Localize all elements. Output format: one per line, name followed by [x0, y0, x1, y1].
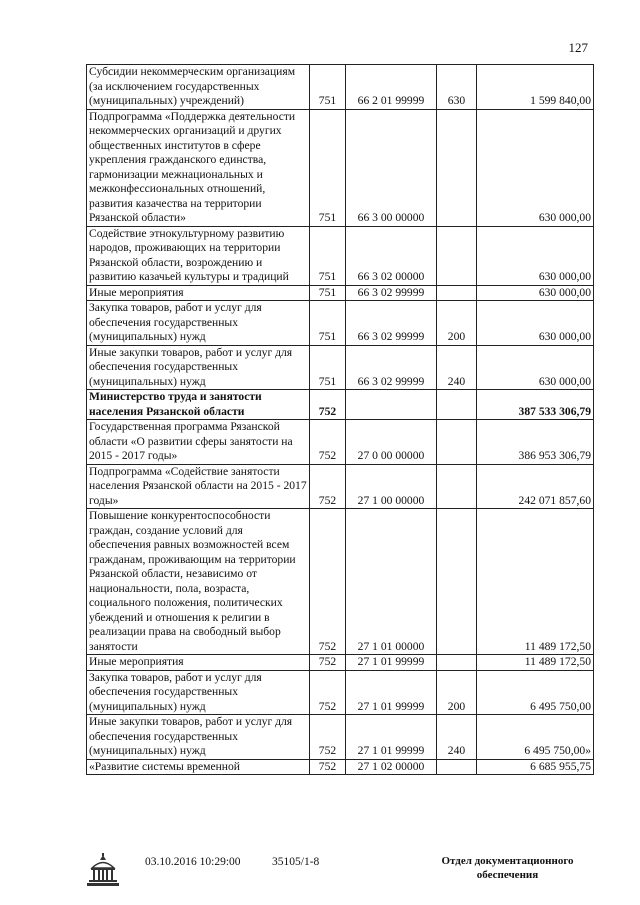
row-vr	[437, 390, 477, 420]
duma-building-emblem-icon	[86, 852, 120, 890]
table-row	[87, 226, 594, 285]
row-name: Субсидии некоммерческим организациям (за исключением государственных (муниципальных) учреждений)	[87, 65, 310, 110]
table-row	[87, 345, 594, 390]
row-csr: 27 0 00 00000	[346, 420, 437, 465]
row-vr	[437, 109, 477, 226]
row-sum: 242 071 857,60	[477, 464, 594, 509]
row-name: Повышение конкурентоспособности граждан, создание условий для обеспечения равных возможностей всем гражданам, проживающим на территории Рязанской области, независимо от национальности, пола, возраста, социального положения, политических убеждений и отношения к религии в реализации права на свободный выбор занятости	[87, 509, 310, 655]
row-vr	[437, 509, 477, 655]
row-sum: 387 533 306,79	[477, 390, 594, 420]
row-csr: 66 3 02 99999	[346, 301, 437, 346]
row-ved: 751	[310, 226, 346, 285]
row-ved: 752	[310, 715, 346, 760]
row-name: Иные мероприятия	[87, 285, 310, 301]
row-sum: 11 489 172,50	[477, 509, 594, 655]
footer-department: Отдел документационного обеспечения	[441, 855, 574, 881]
row-name: Подпрограмма «Содействие занятости населения Рязанской области на 2015 - 2017 годы»	[87, 464, 310, 509]
row-vr	[437, 420, 477, 465]
row-csr: 66 3 02 00000	[346, 226, 437, 285]
row-name: «Развитие системы временной	[87, 759, 310, 775]
row-sum: 386 953 306,79	[477, 420, 594, 465]
row-ved: 751	[310, 301, 346, 346]
row-ved: 752	[310, 759, 346, 775]
table-row	[87, 759, 594, 775]
row-ved: 752	[310, 670, 346, 715]
row-ved: 751	[310, 109, 346, 226]
row-name: Закупка товаров, работ и услуг для обеспечения государственных (муниципальных) нужд	[87, 670, 310, 715]
row-ved: 752	[310, 655, 346, 671]
row-name: Государственная программа Рязанской области «О развитии сферы занятости на 2015 - 2017 годы»	[87, 420, 310, 465]
row-vr	[437, 285, 477, 301]
table-row	[87, 65, 594, 110]
row-name: Содействие этнокультурному развитию народов, проживающих на территории Рязанской области, возрождению и развитию казачьей культуры и традиций	[87, 226, 310, 285]
row-vr: 240	[437, 715, 477, 760]
row-csr: 27 1 01 99999	[346, 670, 437, 715]
row-csr: 66 2 01 99999	[346, 65, 437, 110]
row-csr: 27 1 00 00000	[346, 464, 437, 509]
table-row	[87, 109, 594, 226]
row-ved: 752	[310, 464, 346, 509]
row-name: Иные закупки товаров, работ и услуг для обеспечения государственных (муниципальных) нужд	[87, 715, 310, 760]
row-name: Подпрограмма «Поддержка деятельности некоммерческих организаций и других общественных институтов в сфере укрепления гражданского единства, гармонизации межнациональных и межконфессиональных отношений, развития казачества на территории Рязанской области»	[87, 109, 310, 226]
table-row	[87, 390, 594, 420]
footer-date: 03.10.2016 10:29:00	[145, 856, 241, 868]
footer-document-number: 35105/1-8	[272, 856, 320, 868]
row-sum: 630 000,00	[477, 285, 594, 301]
row-csr: 66 3 02 99999	[346, 345, 437, 390]
budget-table	[86, 64, 594, 775]
row-ved: 751	[310, 65, 346, 110]
table-row	[87, 509, 594, 655]
table-row	[87, 420, 594, 465]
row-sum: 630 000,00	[477, 301, 594, 346]
row-csr: 66 3 00 00000	[346, 109, 437, 226]
budget-table-body	[87, 65, 594, 775]
row-sum: 6 685 955,75	[477, 759, 594, 775]
row-vr	[437, 759, 477, 775]
row-vr: 200	[437, 301, 477, 346]
row-sum: 6 495 750,00»	[477, 715, 594, 760]
row-ved: 752	[310, 420, 346, 465]
row-csr: 66 3 02 99999	[346, 285, 437, 301]
row-sum: 630 000,00	[477, 345, 594, 390]
row-name: Иные мероприятия	[87, 655, 310, 671]
row-sum: 630 000,00	[477, 109, 594, 226]
table-row	[87, 285, 594, 301]
table-row	[87, 464, 594, 509]
row-ved: 751	[310, 285, 346, 301]
row-vr: 240	[437, 345, 477, 390]
row-sum: 1 599 840,00	[477, 65, 594, 110]
table-row	[87, 655, 594, 671]
row-name: Закупка товаров, работ и услуг для обеспечения государственных (муниципальных) нужд	[87, 301, 310, 346]
row-csr: 27 1 01 00000	[346, 509, 437, 655]
row-name: Министерство труда и занятости населения Рязанской области	[87, 390, 310, 420]
row-sum: 6 495 750,00	[477, 670, 594, 715]
page-number: 127	[568, 40, 588, 55]
row-csr: 27 1 01 99999	[346, 655, 437, 671]
row-csr: 27 1 02 00000	[346, 759, 437, 775]
row-vr	[437, 655, 477, 671]
row-ved: 752	[310, 390, 346, 420]
row-csr	[346, 390, 437, 420]
row-vr	[437, 464, 477, 509]
page-footer	[0, 850, 640, 900]
table-row	[87, 715, 594, 760]
table-row	[87, 670, 594, 715]
row-vr: 200	[437, 670, 477, 715]
row-sum: 11 489 172,50	[477, 655, 594, 671]
row-vr	[437, 226, 477, 285]
row-ved: 751	[310, 345, 346, 390]
row-sum: 630 000,00	[477, 226, 594, 285]
row-vr: 630	[437, 65, 477, 110]
row-csr: 27 1 01 99999	[346, 715, 437, 760]
table-row	[87, 301, 594, 346]
row-ved: 752	[310, 509, 346, 655]
row-name: Иные закупки товаров, работ и услуг для обеспечения государственных (муниципальных) нужд	[87, 345, 310, 390]
